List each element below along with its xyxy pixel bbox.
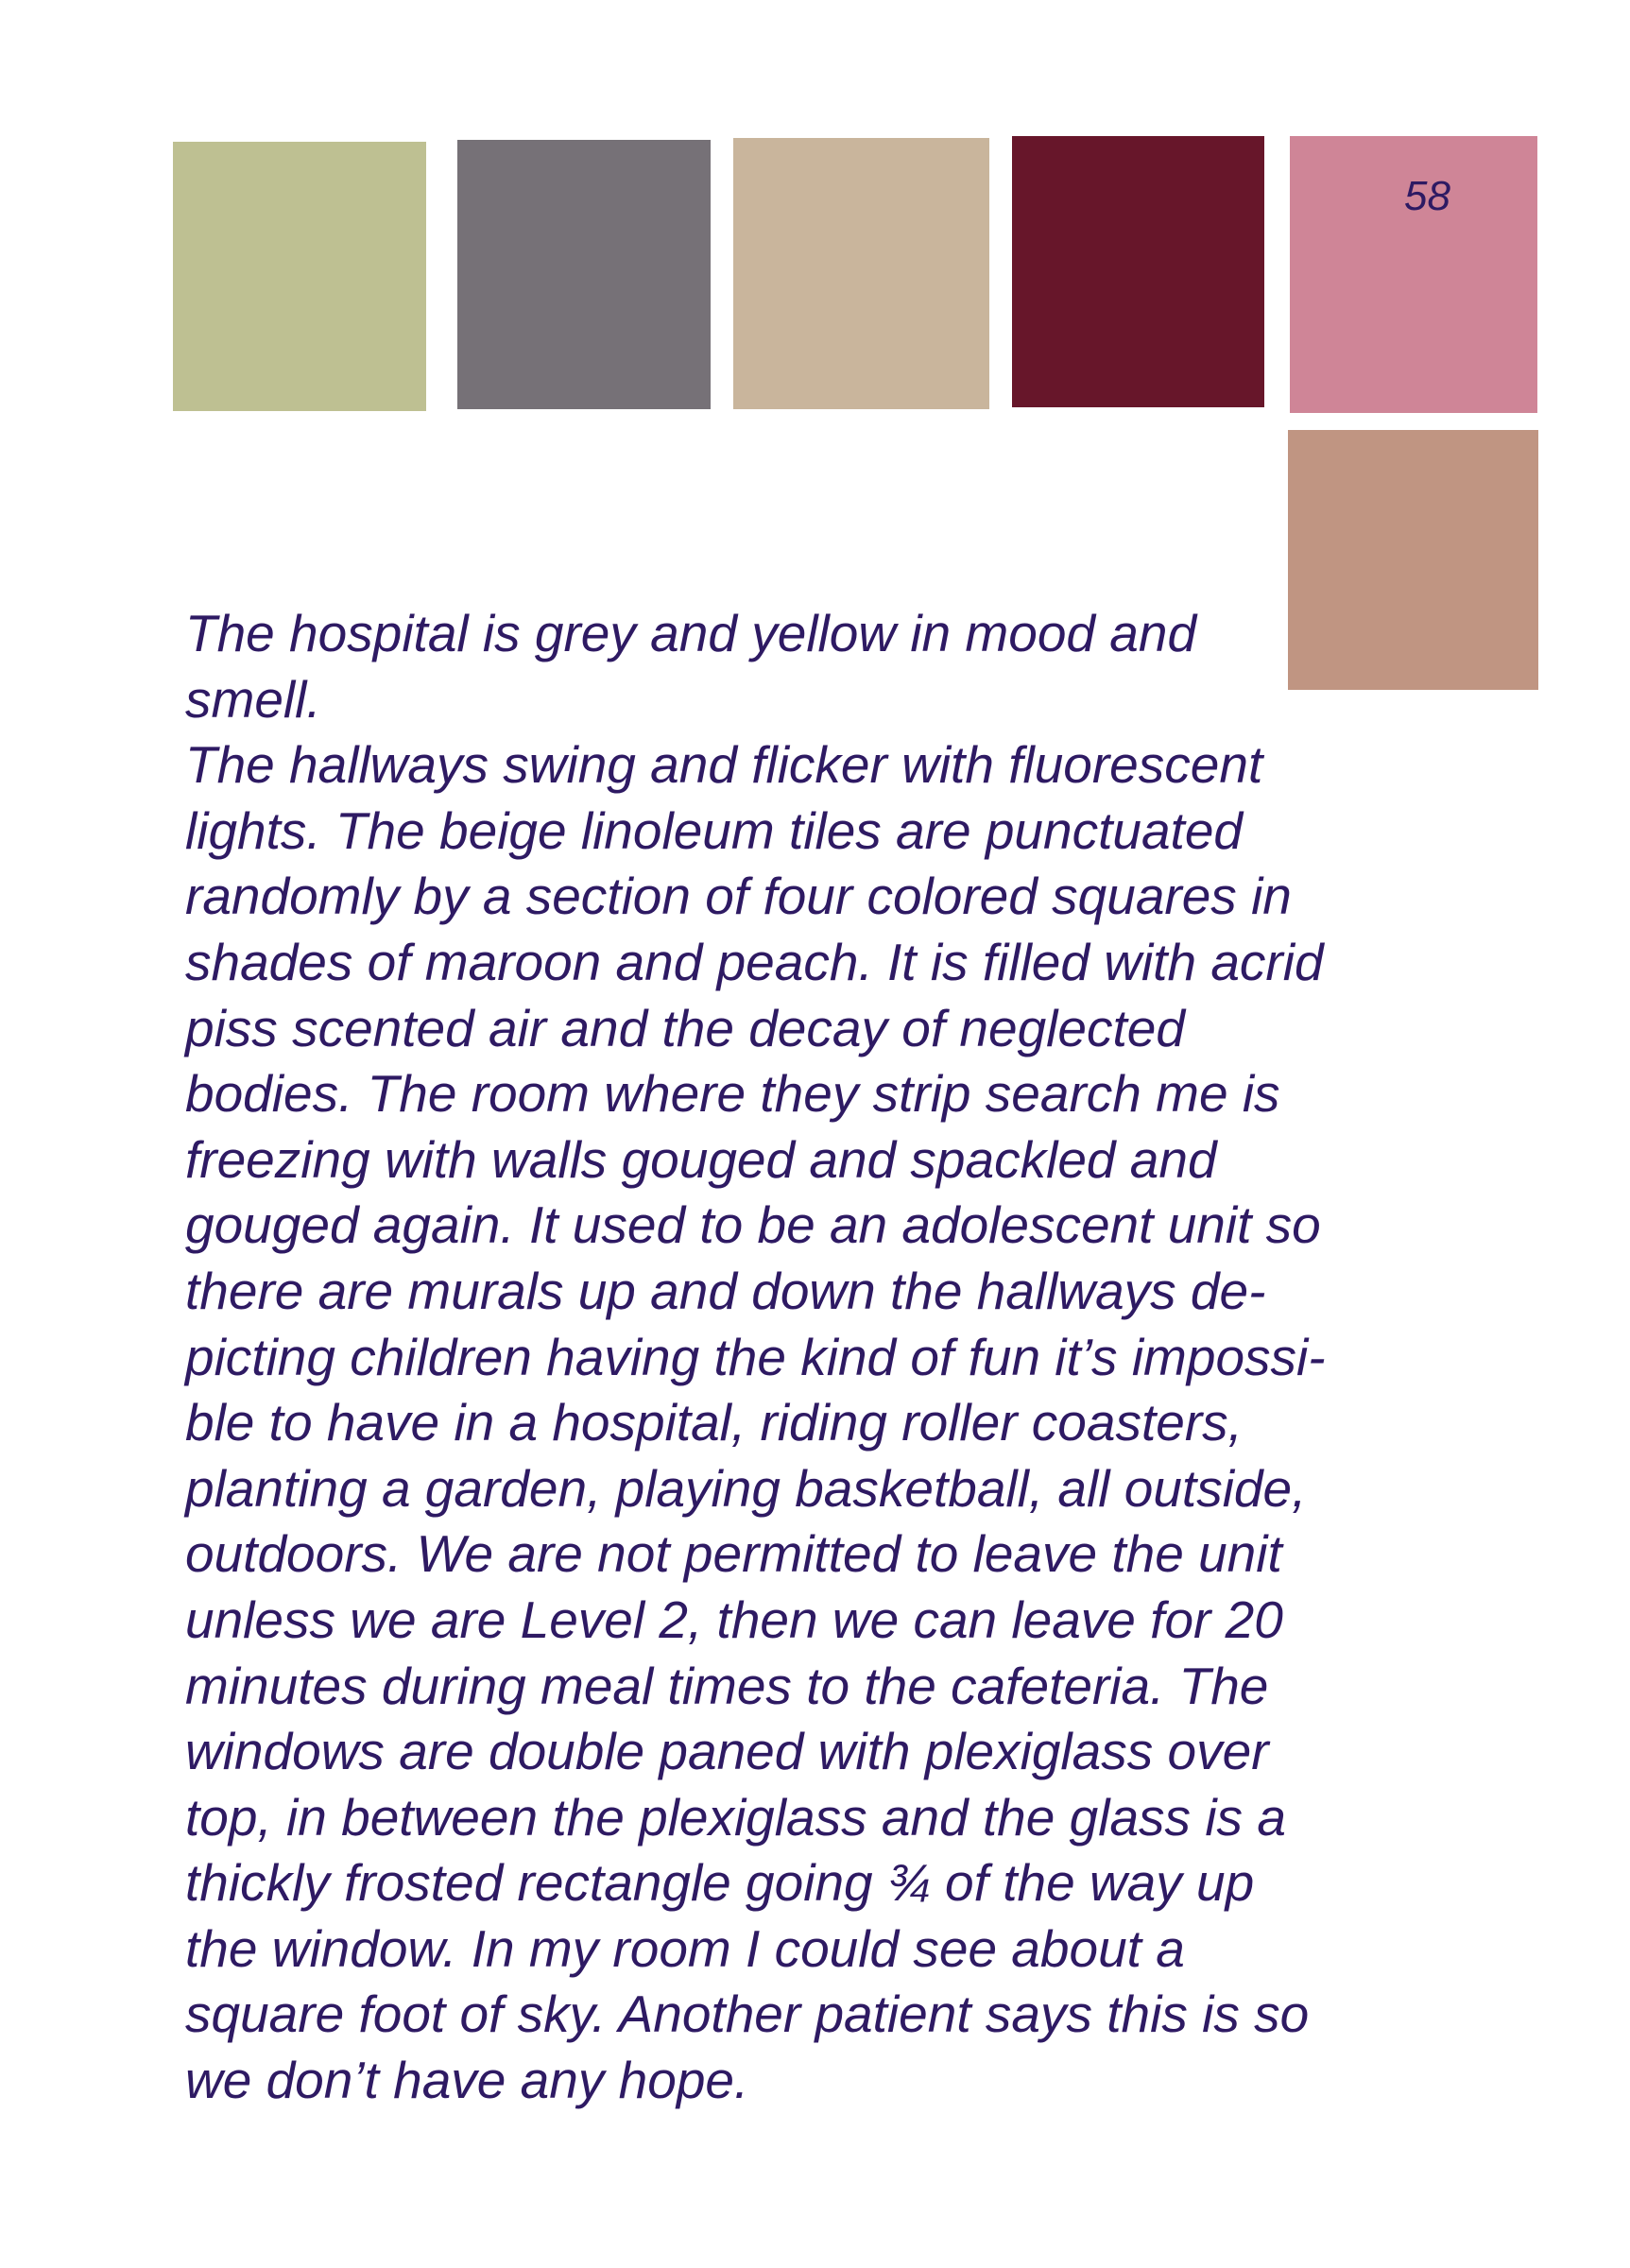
body-line: outdoors. We are not permitted to leave the unit (185, 1524, 1282, 1584)
body-line: The hallways swing and flicker with fluorescent (185, 735, 1263, 795)
body-line: unless we are Level 2, then we can leave for 20 (185, 1589, 1283, 1649)
body-line: minutes during meal times to the cafeteria. The (185, 1656, 1269, 1715)
body-line: picting children having the kind of fun it’s impossi- (185, 1327, 1326, 1386)
body-line: there are murals up and down the hallways de- (185, 1261, 1266, 1320)
color-swatch-maroon (1012, 136, 1264, 407)
body-line: windows are double paned with plexiglass over (185, 1722, 1269, 1781)
color-swatch-sage (173, 142, 426, 411)
body-line: gouged again. It used to be an adolescent unit so (185, 1195, 1321, 1255)
body-line: we don’t have any hope. (185, 2051, 749, 2110)
body-line: smell. (185, 669, 321, 729)
body-line: piss scented air and the decay of neglected (185, 998, 1185, 1057)
body-line: randomly by a section of four colored squares in (185, 867, 1292, 926)
body-line: thickly frosted rectangle going ¾ of the way up (185, 1853, 1255, 1913)
body-line: bodies. The room where they strip search me is (185, 1064, 1280, 1124)
color-swatch-beige (733, 138, 989, 409)
body-line: The hospital is grey and yellow in mood and (185, 604, 1197, 662)
color-swatch-grey (457, 140, 711, 409)
body-line: lights. The beige linoleum tiles are punctuated (185, 800, 1244, 860)
body-line: top, in between the plexiglass and the glass is a (185, 1787, 1286, 1847)
body-line: freezing with walls gouged and spackled and (185, 1129, 1217, 1189)
body-line: the window. In my room I could see about a (185, 1918, 1185, 1978)
page-number: 58 (1404, 173, 1450, 219)
body-line: planting a garden, playing basketball, all outside, (185, 1458, 1307, 1518)
body-text (185, 601, 1414, 2114)
body-line: square foot of sky. Another patient says this is so (185, 1984, 1310, 2044)
body-line: shades of maroon and peach. It is filled with acrid (185, 932, 1324, 991)
body-line: ble to have in a hospital, riding roller coasters, (185, 1393, 1243, 1452)
